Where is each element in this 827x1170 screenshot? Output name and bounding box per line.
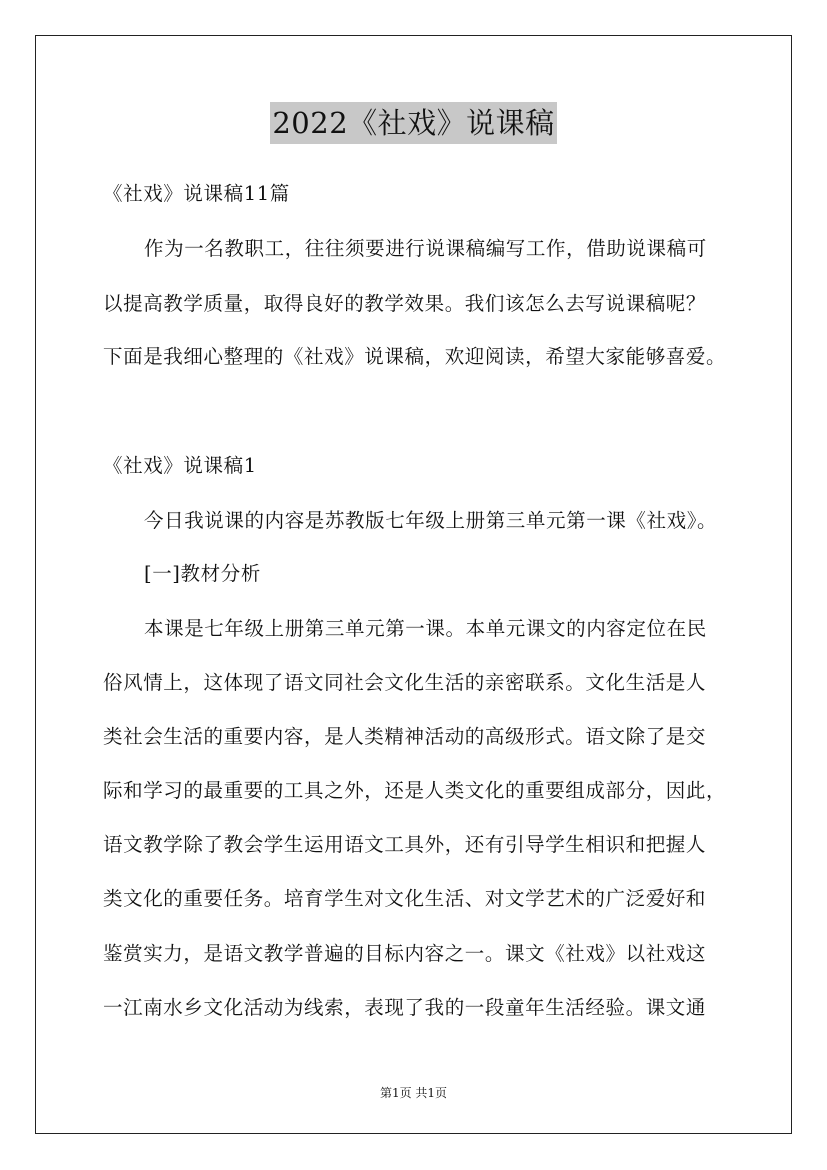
section-intro: 今日我说课的内容是苏教版七年级上册第三单元第一课《社戏》。 [144,509,718,532]
title-container [0,102,827,144]
document-title: 2022《社戏》说课稿 [270,102,556,144]
body-line-3: 类社会生活的重要内容，是人类精神活动的高级形式。语文除了是交 [103,725,707,748]
body-line-6: 类文化的重要任务。培育学生对文化生活、对文学艺术的广泛爱好和 [103,887,707,910]
subsection-heading: [一]教材分析 [144,562,261,585]
body-line-1: 本课是七年级上册第三单元第一课。本单元课文的内容定位在民 [144,617,707,640]
body-line-8: 一江南水乡文化活动为线索，表现了我的一段童年生活经验。课文通 [103,996,707,1019]
section-heading: 《社戏》说课稿1 [103,454,257,477]
intro-line-1: 作为一名教职工，往往须要进行说课稿编写工作，借助说课稿可 [144,237,707,260]
body-line-4: 际和学习的最重要的工具之外，还是人类文化的重要组成部分，因此， [103,779,727,802]
body-line-2: 俗风情上，这体现了语文同社会文化生活的亲密联系。文化生活是人 [103,671,707,694]
document-subtitle: 《社戏》说课稿11篇 [103,182,290,205]
body-line-5: 语文教学除了教会学生运用语文工具外，还有引导学生相识和把握人 [103,833,707,856]
body-line-7: 鉴赏实力，是语文教学普遍的目标内容之一。课文《社戏》以社戏这 [103,942,707,965]
intro-line-3: 下面是我细心整理的《社戏》说课稿，欢迎阅读，希望大家能够喜爱。 [103,345,727,368]
intro-line-2: 以提高教学质量，取得良好的教学效果。我们该怎么去写说课稿呢？ [103,292,707,315]
page-footer: 第1页 共1页 [379,1086,448,1100]
